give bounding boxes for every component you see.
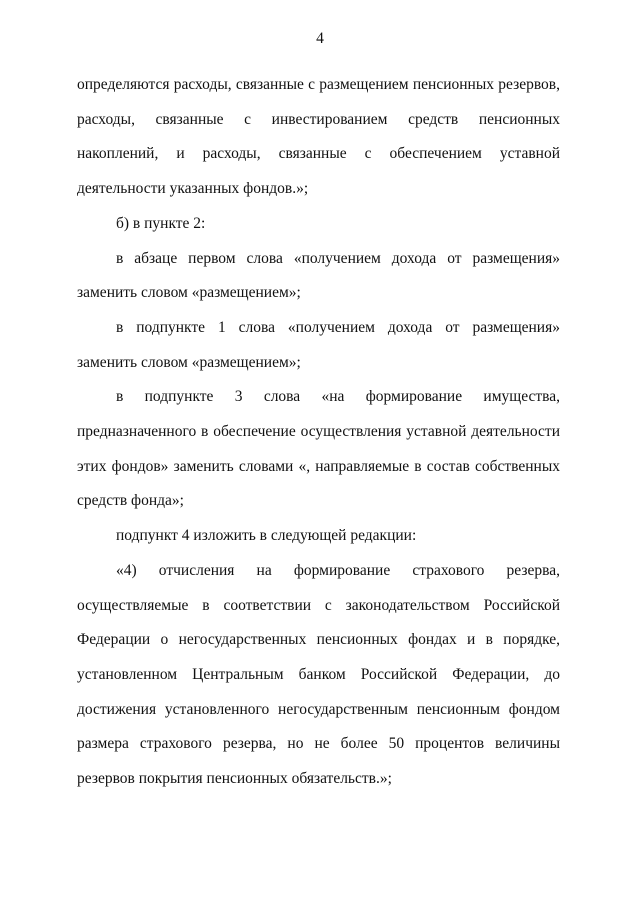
paragraph-subpoint-3-amendment: в подпункте 3 слова «на формирование имущества, предназначенного в обеспечение осуществления уставной деятельности этих фондов» заменить словами «, направляемые в состав собственных средств фонда»;: [77, 388, 560, 510]
paragraph-point-b: б) в пункте 2:: [116, 214, 206, 232]
paragraph-subpoint-4-intro: подпункт 4 изложить в следующей редакции:: [116, 527, 417, 545]
paragraph-subpoint-1-amendment: в подпункте 1 слова «получением дохода от размещения» заменить словом «размещением»;: [77, 318, 560, 371]
paragraph-expenses-definition: определяются расходы, связанные с размещением пенсионных резервов, расходы, связанные с инвестированием средств пенсионных накоплений, и расходы, связанные с обеспечением уставной деятельности указанных фондов.»;: [77, 76, 560, 198]
paragraph-subpoint-4-text: «4) отчисления на формирование страхового резерва, осуществляемые в соответствии с законодательством Российской Федерации о негосударственных пенсионных фондах и в порядке, установленном Центральным банком Российской Федерации, до достижения установленного негосударственным пенсионным фондом размера страхового резерва, но не более 50 процентов величины резервов покрытия пенсионных обязательств.»;: [77, 561, 560, 788]
page-number: 4: [316, 30, 324, 47]
document-body: [77, 68, 560, 797]
paragraph-first-abzats-amendment: в абзаце первом слова «получением дохода от размещения» заменить словом «размещением»;: [77, 249, 560, 302]
